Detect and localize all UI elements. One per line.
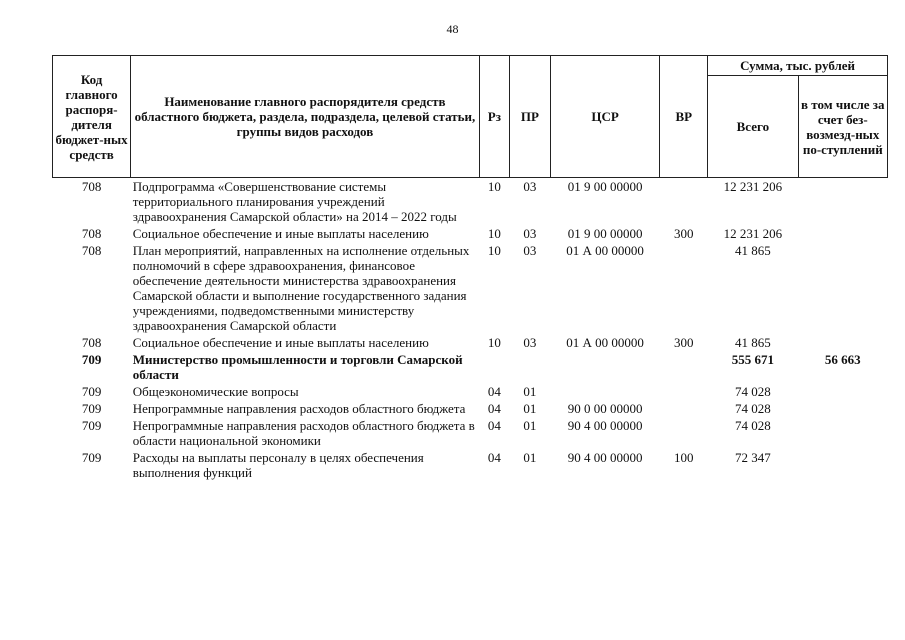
cell-pr: 01 (523, 450, 537, 465)
cell-total: 41 865 (734, 335, 771, 350)
cell-name: Социальное обеспечение и иные выплаты населению (132, 335, 429, 350)
cell-vr (660, 417, 708, 449)
table-row (53, 383, 888, 400)
header-free: в том числе за счет без-возмезд-ных по-ступлений (798, 76, 887, 178)
cell-total: 74 028 (734, 401, 771, 416)
cell-pr: 01 (523, 384, 537, 399)
table-row (53, 178, 888, 226)
cell-code: 708 (81, 226, 102, 241)
header-rz: Рз (479, 56, 509, 178)
cell-rz: 10 (487, 226, 501, 241)
table-body (53, 178, 888, 482)
cell-free (798, 334, 887, 351)
header-sum: Сумма, тыс. рублей (708, 56, 888, 76)
header-total: Всего (708, 76, 798, 178)
cell-rz: 04 (487, 450, 501, 465)
cell-free (798, 383, 887, 400)
cell-pr: 03 (523, 335, 537, 350)
cell-free (798, 449, 887, 481)
cell-code: 709 (81, 384, 102, 399)
cell-csr: 01 9 00 00000 (567, 226, 643, 241)
cell-csr: 01 А 00 00000 (566, 243, 644, 258)
cell-free (798, 178, 887, 226)
cell-free: 56 663 (824, 352, 861, 367)
cell-total: 74 028 (734, 418, 771, 433)
cell-csr: 01 9 00 00000 (567, 179, 643, 194)
cell-rz: 10 (487, 243, 501, 258)
header-vr: ВР (660, 56, 708, 178)
cell-rz (479, 351, 509, 383)
table-row (53, 417, 888, 449)
cell-csr: 90 4 00 00000 (567, 450, 643, 465)
cell-free (798, 400, 887, 417)
cell-vr (660, 400, 708, 417)
header-code: Код главного распоря-дителя бюджет-ных средств (53, 56, 131, 178)
cell-name: Подпрограмма «Совершенствование системы территориального планирования учреждений здравоохранения Самарской области» на 2014 – 2022 годы (132, 179, 457, 224)
budget-table (52, 55, 888, 481)
cell-total: 41 865 (734, 243, 771, 258)
cell-total: 12 231 206 (723, 226, 783, 241)
cell-total: 74 028 (734, 384, 771, 399)
header-csr: ЦСР (550, 56, 660, 178)
cell-code: 709 (81, 450, 102, 465)
cell-free (798, 417, 887, 449)
cell-csr (550, 383, 660, 400)
cell-code: 708 (81, 179, 102, 194)
cell-rz: 04 (487, 418, 501, 433)
header-name: Наименование главного распорядителя средств областного бюджета, раздела, подраздела, целевой статьи, группы видов расходов (131, 56, 479, 178)
cell-vr: 300 (674, 226, 694, 241)
cell-pr: 01 (523, 418, 537, 433)
cell-csr: 90 4 00 00000 (567, 418, 643, 433)
cell-name: Непрограммные направления расходов областного бюджета в области национальной экономики (132, 418, 475, 448)
cell-pr: 03 (523, 226, 537, 241)
header-pr: ПР (510, 56, 551, 178)
cell-code: 708 (81, 335, 102, 350)
cell-free (798, 242, 887, 334)
cell-name: План мероприятий, направленных на исполнение отдельных полномочий в сфере здравоохранения, финансовое обеспечение деятельности министерства здравоохранения Самарской области и выполнение государственного задания учреждениями, подведомственными министерству здравоохранения Самарской области (132, 243, 470, 333)
cell-total: 72 347 (734, 450, 771, 465)
cell-vr: 100 (674, 450, 694, 465)
table-row (53, 449, 888, 481)
cell-vr (660, 383, 708, 400)
cell-csr: 90 0 00 00000 (567, 401, 643, 416)
cell-vr (660, 178, 708, 226)
table-row (53, 225, 888, 242)
table-row (53, 334, 888, 351)
cell-name: Расходы на выплаты персоналу в целях обеспечения выполнения функций (132, 450, 424, 480)
cell-name: Непрограммные направления расходов областного бюджета (132, 401, 466, 416)
table-row (53, 351, 888, 383)
cell-rz: 10 (487, 179, 501, 194)
page-number: 48 (446, 22, 459, 36)
cell-csr: 01 А 00 00000 (566, 335, 644, 350)
table-row (53, 242, 888, 334)
cell-free (798, 225, 887, 242)
cell-total: 555 671 (731, 352, 774, 367)
cell-pr (510, 351, 551, 383)
cell-vr: 300 (674, 335, 694, 350)
cell-name: Министерство промышленности и торговли Самарской области (132, 352, 463, 382)
cell-pr: 01 (523, 401, 537, 416)
cell-name: Социальное обеспечение и иные выплаты населению (132, 226, 429, 241)
cell-pr: 03 (523, 243, 537, 258)
cell-csr (550, 351, 660, 383)
cell-rz: 10 (487, 335, 501, 350)
cell-rz: 04 (487, 384, 501, 399)
cell-code: 708 (81, 243, 102, 258)
cell-code: 709 (81, 401, 102, 416)
cell-rz: 04 (487, 401, 501, 416)
table-header (53, 56, 888, 178)
cell-vr (660, 242, 708, 334)
cell-code: 709 (81, 352, 102, 367)
table-row (53, 400, 888, 417)
cell-pr: 03 (523, 179, 537, 194)
cell-name: Общеэкономические вопросы (132, 384, 299, 399)
cell-code: 709 (81, 418, 102, 433)
cell-vr (660, 351, 708, 383)
cell-total: 12 231 206 (723, 179, 783, 194)
